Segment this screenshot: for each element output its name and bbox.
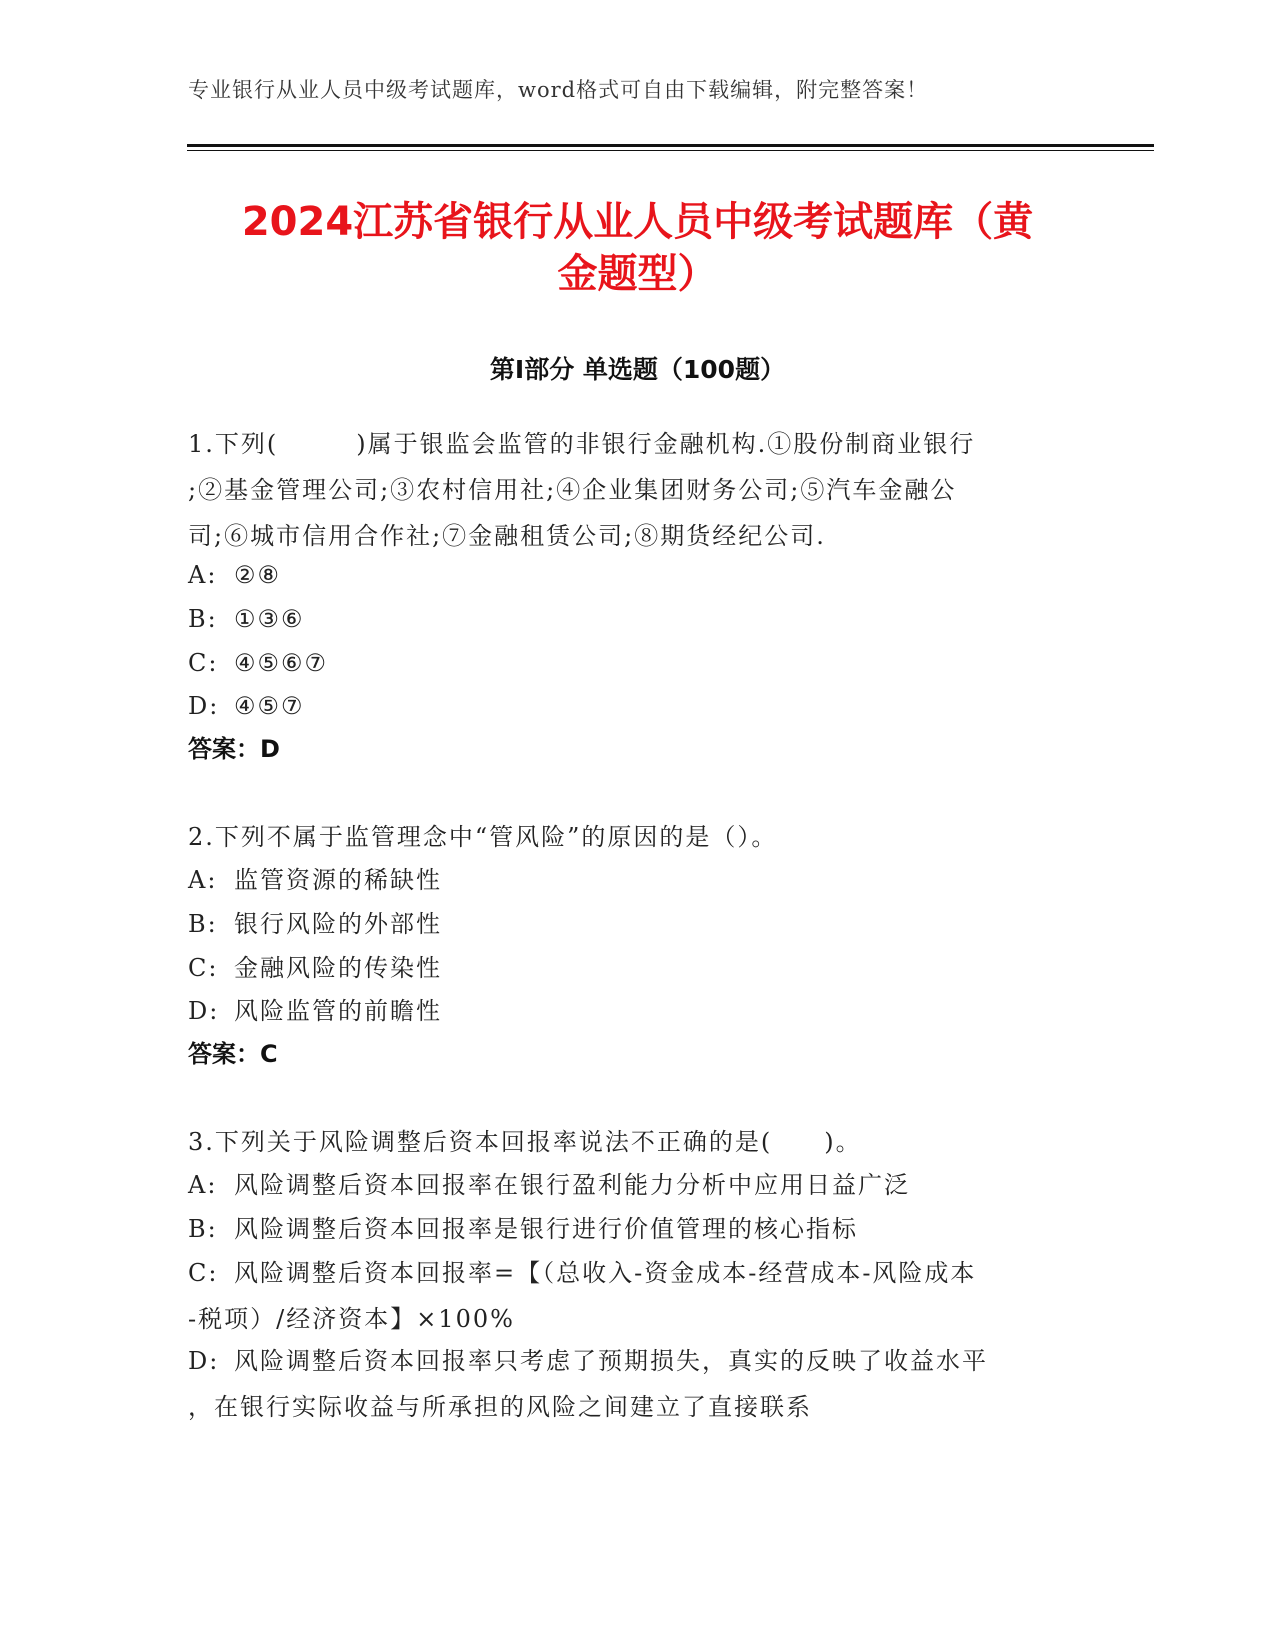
option-text-continuation: -税项）/经济资本】×100% xyxy=(188,1305,515,1333)
option-text: 金融风险的传染性 xyxy=(234,954,442,982)
option-text: ①③⑥ xyxy=(234,605,305,633)
header-rule-thick xyxy=(187,144,1154,147)
option-text: 风险调整后资本回报率是银行进行价值管理的核心指标 xyxy=(234,1215,858,1243)
question-3-option-d xyxy=(188,1338,1078,1430)
question-2-option-b xyxy=(188,901,1078,947)
option-text: 风险调整后资本回报率只考虑了预期损失，真实的反映了收益水平 xyxy=(234,1347,988,1375)
question-1-line-3: 司;⑥城市信用合作社;⑦金融租赁公司;⑧期货经纪公司. xyxy=(188,522,826,550)
option-letter: B: xyxy=(188,1215,218,1243)
option-text: 银行风险的外部性 xyxy=(234,910,442,938)
question-2-answer: 答案：C xyxy=(188,1040,278,1068)
question-3-text xyxy=(188,1119,1078,1165)
document-title xyxy=(150,196,1125,300)
question-3-line-1: 3.下列关于风险调整后资本回报率说法不正确的是( )。 xyxy=(188,1128,862,1156)
option-letter: C: xyxy=(188,649,219,677)
document-title-line2: 金题型） xyxy=(557,251,718,297)
question-2-option-a xyxy=(188,857,1078,903)
option-letter: C: xyxy=(188,1259,219,1287)
question-1-answer: 答案：D xyxy=(188,735,280,763)
option-letter: D: xyxy=(188,997,220,1025)
question-3-option-c xyxy=(188,1250,1078,1342)
option-letter: A: xyxy=(188,1171,218,1199)
option-text: ④⑤⑦ xyxy=(234,692,305,720)
option-text: ④⑤⑥⑦ xyxy=(234,649,329,677)
question-1-option-c xyxy=(188,640,1078,686)
document-title-line1: 2024江苏省银行从业人员中级考试题库（黄 xyxy=(241,199,1034,245)
header-rule-thin xyxy=(187,150,1154,151)
option-letter: D: xyxy=(188,1347,220,1375)
option-letter: C: xyxy=(188,954,219,982)
question-2-option-d xyxy=(188,988,1078,1034)
question-2-option-c xyxy=(188,945,1078,991)
option-letter: B: xyxy=(188,910,218,938)
option-text: 风险调整后资本回报率在银行盈利能力分析中应用日益广泛 xyxy=(234,1171,910,1199)
option-letter: A: xyxy=(188,866,218,894)
option-text: 风险监管的前瞻性 xyxy=(234,997,442,1025)
option-text: 监管资源的稀缺性 xyxy=(234,866,442,894)
option-text: 风险调整后资本回报率=【（总收入-资金成本-经营成本-风险成本 xyxy=(234,1259,977,1287)
option-letter: B: xyxy=(188,605,218,633)
question-1-option-b xyxy=(188,596,1078,642)
question-1-option-d xyxy=(188,683,1078,729)
option-letter: D: xyxy=(188,692,220,720)
section-title: 第Ⅰ部分 单选题（100题） xyxy=(489,355,786,384)
question-3-option-b xyxy=(188,1206,1078,1252)
question-1-option-a xyxy=(188,552,1078,598)
question-1-line-1: 1.下列( )属于银监会监管的非银行金融机构.①股份制商业银行 xyxy=(188,430,976,458)
question-2-line-1: 2.下列不属于监管理念中“管风险”的原因的是（）。 xyxy=(188,823,778,851)
question-2-text xyxy=(188,814,1078,860)
question-3-option-a xyxy=(188,1162,1078,1208)
option-text: ②⑧ xyxy=(234,561,282,589)
question-1-line-2: ;②基金管理公司;③农村信用社;④企业集团财务公司;⑤汽车金融公 xyxy=(188,476,957,504)
header-note: 专业银行从业人员中级考试题库，word格式可自由下载编辑，附完整答案！ xyxy=(188,78,929,102)
option-letter: A: xyxy=(188,561,218,589)
question-1-text xyxy=(188,421,1078,559)
option-text-continuation: ，在银行实际收益与所承担的风险之间建立了直接联系 xyxy=(188,1393,812,1421)
